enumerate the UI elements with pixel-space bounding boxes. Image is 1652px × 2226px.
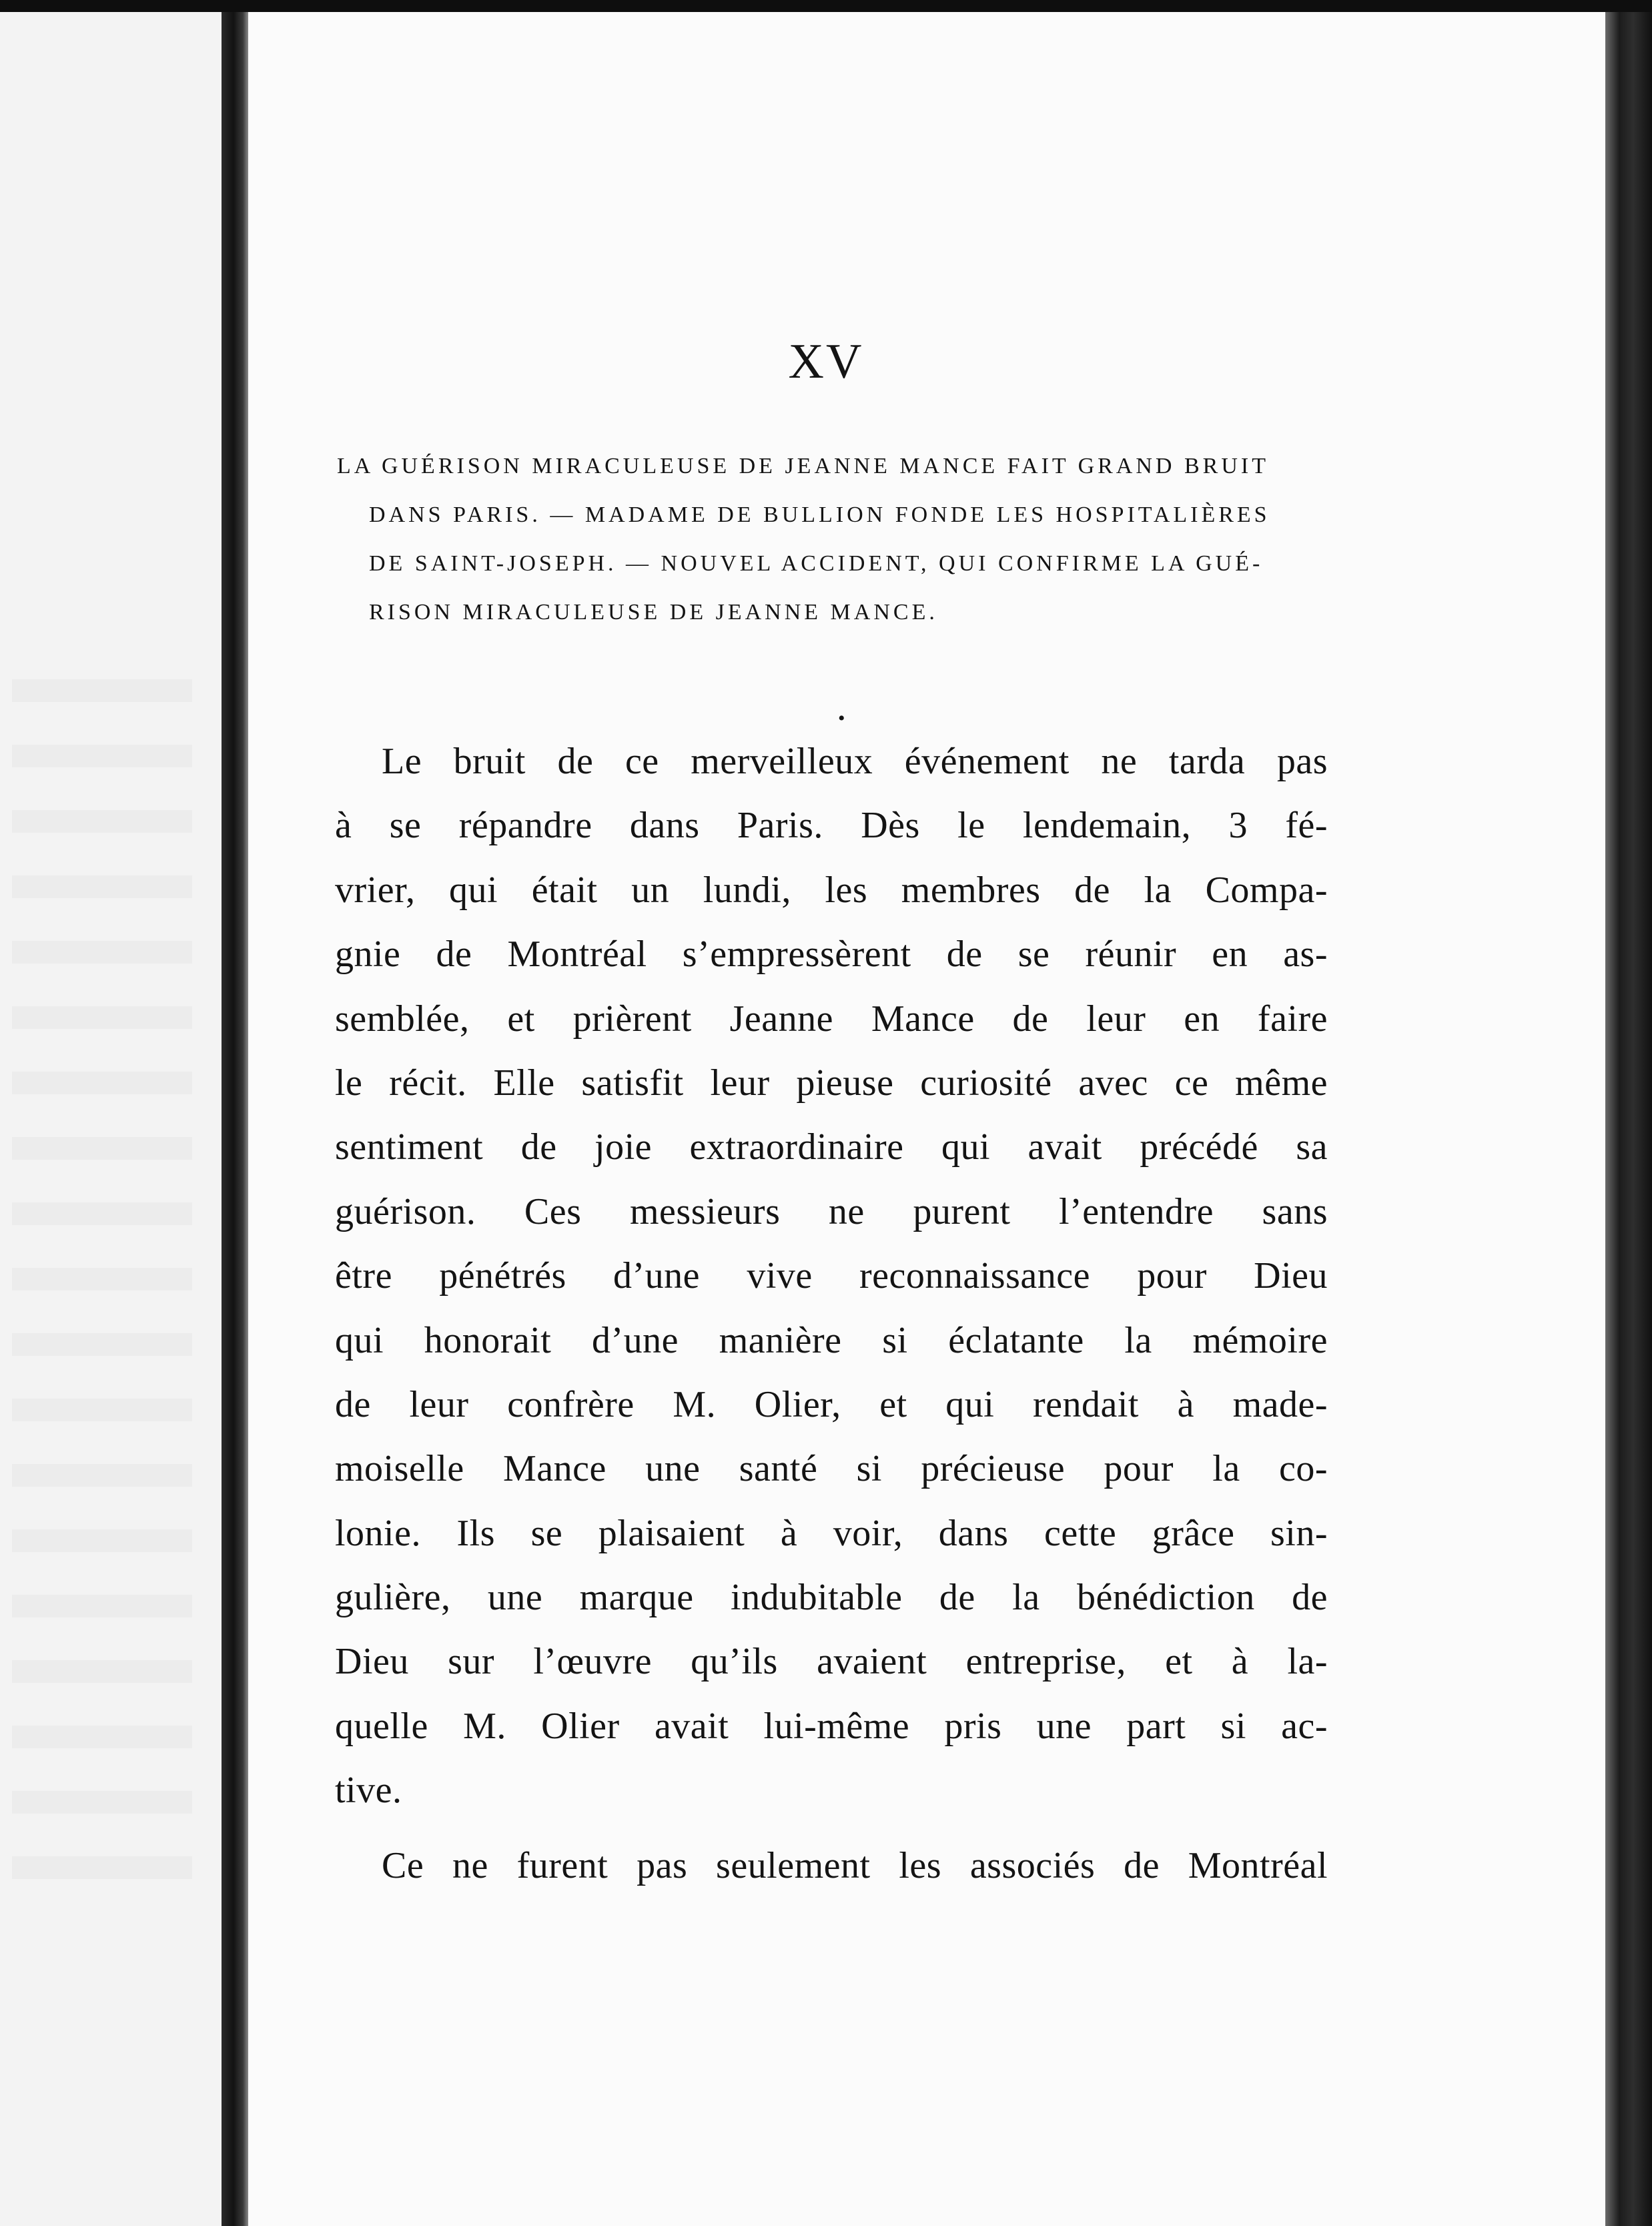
section-ornament: • <box>838 707 845 729</box>
text-line: être pénétrés d’une vive reconnaissance pour Dieu <box>335 1255 1328 1297</box>
text-line: Ce ne furent pas seulement les associés de Montréal <box>382 1844 1328 1886</box>
text-line: Dieu sur l’œuvre qu’ils avaient entreprise, et à la- <box>335 1641 1328 1683</box>
text-line: à se répandre dans Paris. Dès le lendemain, 3 fé- <box>335 805 1328 847</box>
text-line: de leur confrère M. Olier, et qui rendait à made- <box>335 1383 1328 1425</box>
summary-line: LA GUÉRISON MIRACULEUSE DE JEANNE MANCE FAIT GRAND BRUIT <box>337 454 1269 478</box>
text-line: tive. <box>335 1770 402 1812</box>
chapter-number: XV <box>788 334 864 389</box>
text-line: Le bruit de ce merveilleux événement ne tarda pas <box>382 741 1328 782</box>
text-line: quelle M. Olier avait lui-même pris une part si ac- <box>335 1705 1328 1747</box>
text-line: semblée, et prièrent Jeanne Mance de leur en faire <box>335 998 1328 1040</box>
chapter-summary <box>337 442 1328 637</box>
text-line: lonie. Ils se plaisaient à voir, dans cette grâce sin- <box>335 1512 1328 1554</box>
text-line: le récit. Elle satisfit leur pieuse curiosité avec ce même <box>335 1062 1328 1104</box>
text-line: sentiment de joie extraordinaire qui avait précédé sa <box>335 1126 1328 1168</box>
body-text <box>335 729 1328 1898</box>
scan-top-border <box>0 0 1652 12</box>
summary-line: RISON MIRACULEUSE DE JEANNE MANCE. <box>369 600 938 625</box>
text-line: gnie de Montréal s’empressèrent de se réunir en as- <box>335 934 1328 976</box>
summary-line: DE SAINT-JOSEPH. — NOUVEL ACCIDENT, QUI CONFIRME LA GUÉ- <box>369 551 1264 576</box>
text-line: vrier, qui était un lundi, les membres de la Compa- <box>335 869 1328 911</box>
text-line: gulière, une marque indubitable de la bénédiction de <box>335 1577 1328 1619</box>
text-line: moiselle Mance une santé si précieuse pour la co- <box>335 1448 1328 1490</box>
text-line: qui honorait d’une manière si éclatante la mémoire <box>335 1319 1328 1361</box>
summary-line: DANS PARIS. — MADAME DE BULLION FONDE LES HOSPITALIÈRES <box>369 502 1270 527</box>
facing-page-bleed-through <box>12 679 192 1880</box>
text-line: guérison. Ces messieurs ne purent l’entendre sans <box>335 1190 1328 1232</box>
